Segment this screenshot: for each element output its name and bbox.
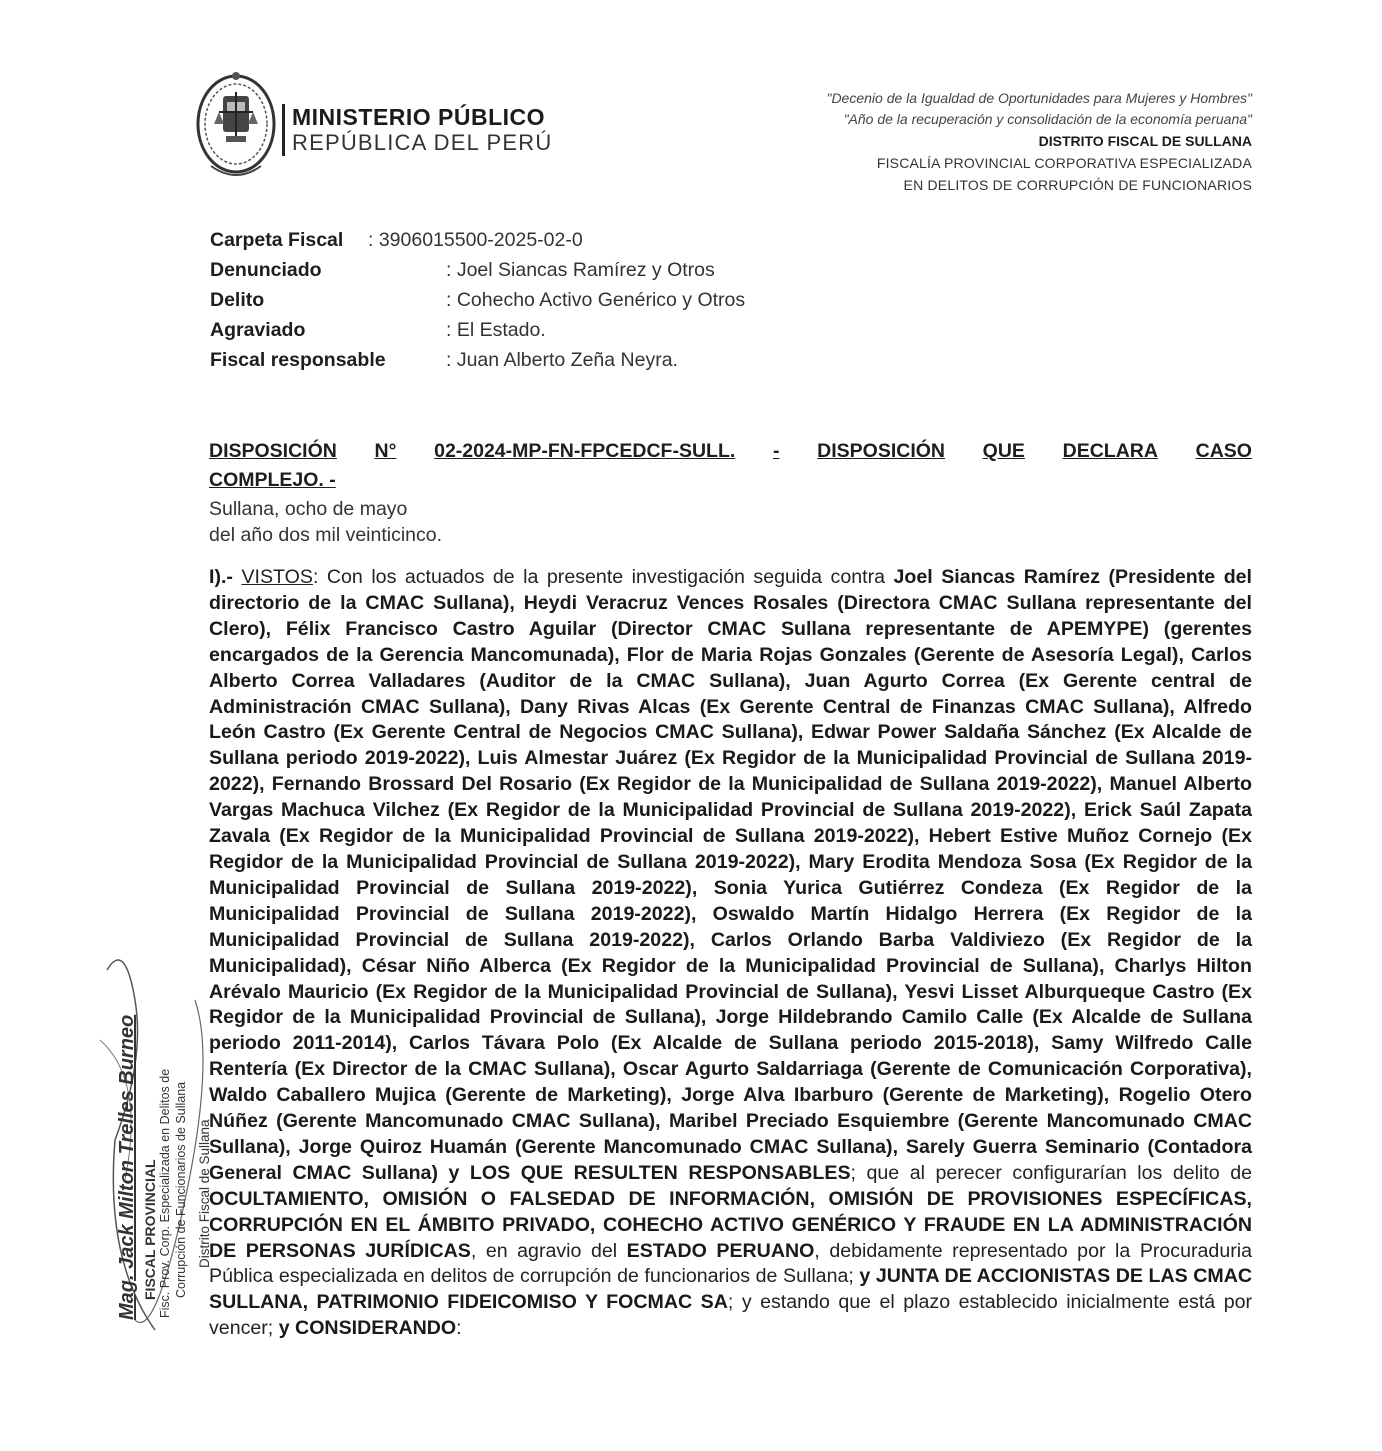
title-word: CASO <box>1195 440 1252 462</box>
denunciado-label: Denunciado <box>210 259 322 281</box>
org-name: MINISTERIO PÚBLICO <box>292 104 546 130</box>
disposition-title <box>209 437 1252 495</box>
title-word: 02-2024-MP-FN-FPCEDCF-SULL. <box>434 440 736 462</box>
ministry-seal-icon <box>193 66 279 188</box>
stamp-role: FISCAL PROVINCIAL <box>142 1159 158 1300</box>
body-text: , debidamente representado por la Procuraduria Pública especializada en delitos de corrupción de funcionarios de Sullana; <box>209 1239 1252 1288</box>
agraviado-label: Agraviado <box>210 319 306 341</box>
header-mottos <box>632 88 1252 196</box>
office-line-2: EN DELITOS DE CORRUPCIÓN DE FUNCIONARIOS <box>903 177 1252 193</box>
motto-decade: "Decenio de la Igualdad de Oportunidades para Mujeres y Hombres" <box>826 90 1252 106</box>
title-word: DECLARA <box>1062 440 1158 462</box>
org-country: REPÚBLICA DEL PERÚ <box>292 130 553 155</box>
body-text: ; y estando que el plazo establecido inicialmente está por vencer; <box>209 1291 1253 1340</box>
carpeta-label: Carpeta Fiscal <box>210 229 344 251</box>
fiscal-label: Fiscal responsable <box>210 349 386 371</box>
stamp-signer-name: Mag. Jack Milton Trelles Burneo <box>116 1014 138 1320</box>
office-line-1: FISCALÍA PROVINCIAL CORPORATIVA ESPECIALIZADA <box>876 155 1252 171</box>
title-word: N° <box>374 440 397 462</box>
motto-year: "Año de la recuperación y consolidación de la economía peruana" <box>843 111 1252 127</box>
title-word: QUE <box>982 440 1025 462</box>
additional-aggrieved: y JUNTA DE ACCIONISTAS DE LAS CMAC SULLANA, PATRIMONIO FIDEICOMISO Y FOCMAC SA <box>209 1265 1252 1314</box>
dateline-1: Sullana, ocho de mayo <box>209 498 408 520</box>
responsables-text: LOS QUE RESULTEN RESPONSABLES <box>469 1161 851 1184</box>
section-number: I).- <box>209 566 242 588</box>
dateline-2: del año dos mil veinticinco. <box>209 524 443 546</box>
fiscal-value: : Juan Alberto Zeña Neyra. <box>446 349 678 371</box>
title-line-1 <box>209 437 1252 466</box>
defendants-list: Joel Siancas Ramírez (Presidente del directorio de la CMAC Sullana), Heydi Veracruz Vences Rosales (Directora CMAC Sullana representante del Clero), Félix Francisco Castro Aguilar (Director CMAC Sullana representante de APEMYPE) (gerentes encargados de la Gerencia Mancomunada), Flor de Maria Rojas Gonzales (Gerente de Asesoría Legal), Carlos Alberto Correa Valladares (Auditor de la CMAC Sullana), Juan Agurto Correa (Ex Gerente central de Administración CMAC Sullana), Dany Rivas Alcas (Ex Gerente Central de Finanzas CMAC Sullana), Alfredo León Castro (Ex Gerente Central de Negocios CMAC Sullana), Edwar Power Saldaña Sánchez (Ex Alcalde de Sullana periodo 2019-2022), Luis Almestar Juárez (Ex Regidor de la Municipalidad Provincial de Sullana 2019-2022), Fernando Brossard Del Rosario (Ex Regidor de la Municipalidad de Sullana 2019-2022), Manuel Alberto Vargas Machuca Vilchez (Ex Regidor de la Municipalidad Provincial de Sullana 2019-2022), Erick Saúl Zapata Zavala (Ex Regidor de la Municipalidad Provincial de Sullana 2019-2022), Hebert Estive Muñoz Cornejo (Ex Regidor de la Municipalidad Provincial de Sullana 2019-2022), Mary Erodita Mendoza Sosa (Ex Regidor de la Municipalidad Provincial de Sullana 2019-2022), Sonia Yurica Gutiérrez Condeza (Ex Regidor de la Municipalidad Provincial de Sullana 2019-2022), Oswaldo Martín Hidalgo Herrera (Ex Regidor de la Municipalidad Provincial de Sullana 2019-2022), Carlos Orlando Barba Valdiviezo (Ex Regidor de la Municipalidad), César Niño Alberca (Ex Regidor de la Municipalidad Provincial de Sullana), Charlys Hilton Arévalo Mauricio (Ex Regidor de la Municipalidad Provincial de Sullana), Yesvi Lisset Alburqueque Castro (Ex Regidor de la Municipalidad Provincial de Sullana), Jorge Hildebrando Camilo Calle (Ex Alcalde de Sullana periodo 2011-2014), Carlos Távara Polo (Ex Alcalde de Sullana periodo 2015-2018), Samy Wilfredo Calle Rentería (Ex Director de la CMAC Sullana), Oscar Agurto Saldarriaga (Gerente de Comunicación Corporativa), Waldo Caballero Mujica (Gerente de Marketing), Jorge Alva Ibarburo (Gerente de Marketing), Rogelio Otero Núñez (Gerente Mancomunado CMAC Sullana), Maribel Preciado Esquiembre (Gerente Mancomunado CMAC Sullana), Jorge Quiroz Huamán (Gerente Mancomunado CMAC Sullana), Sarely Guerra Seminario (Contadora General CMAC Sullana) y <box>209 566 1252 1184</box>
body-text: : Con los actuados de la presente investigación seguida contra <box>312 566 894 588</box>
title-word: DISPOSICIÓN <box>209 440 337 462</box>
fiscal-district: DISTRITO FISCAL DE SULLANA <box>1038 133 1252 149</box>
vistos-paragraph <box>209 565 1252 1342</box>
stamp-district: Distrito Fiscal de Sullana <box>197 1119 212 1268</box>
body-text: , en agravio del <box>470 1239 627 1262</box>
crimes-list: OCULTAMIENTO, OMISIÓN O FALSEDAD DE INFORMACIÓN, OMISIÓN DE PROVISIONES ESPECÍFICAS, CORRUPCIÓN EN EL ÁMBITO PRIVADO, COHECHO ACTIVO GENÉRICO Y FRAUDE EN LA ADMINISTRACIÓN DE PERSONAS JURÍDICAS <box>209 1187 1252 1262</box>
denunciado-value: : Joel Siancas Ramírez y Otros <box>446 259 715 281</box>
body-text: : <box>456 1317 462 1340</box>
considerando-heading: y CONSIDERANDO <box>278 1317 457 1340</box>
dateline <box>209 496 442 548</box>
header-divider <box>282 104 285 156</box>
stamp-office-1: Fisc. Prov. Corp. Especializada en Delitos de <box>158 1068 172 1318</box>
aggrieved-party: ESTADO PERUANO <box>626 1239 815 1262</box>
title-word: DISPOSICIÓN <box>817 440 945 462</box>
delito-value: : Cohecho Activo Genérico y Otros <box>446 289 746 311</box>
stamp-office-2: Corrupción de Funcionarios de Sullana <box>174 1081 188 1298</box>
vistos-heading: VISTOS <box>241 566 313 588</box>
carpeta-value: : 3906015500-2025-02-0 <box>368 229 583 251</box>
agraviado-value: : El Estado. <box>446 319 546 341</box>
body-text: ; que al perecer configurarían los delito de <box>850 1161 1252 1184</box>
title-word: - <box>772 440 780 462</box>
title-line-2: COMPLEJO. - <box>209 469 336 491</box>
delito-label: Delito <box>210 289 265 311</box>
